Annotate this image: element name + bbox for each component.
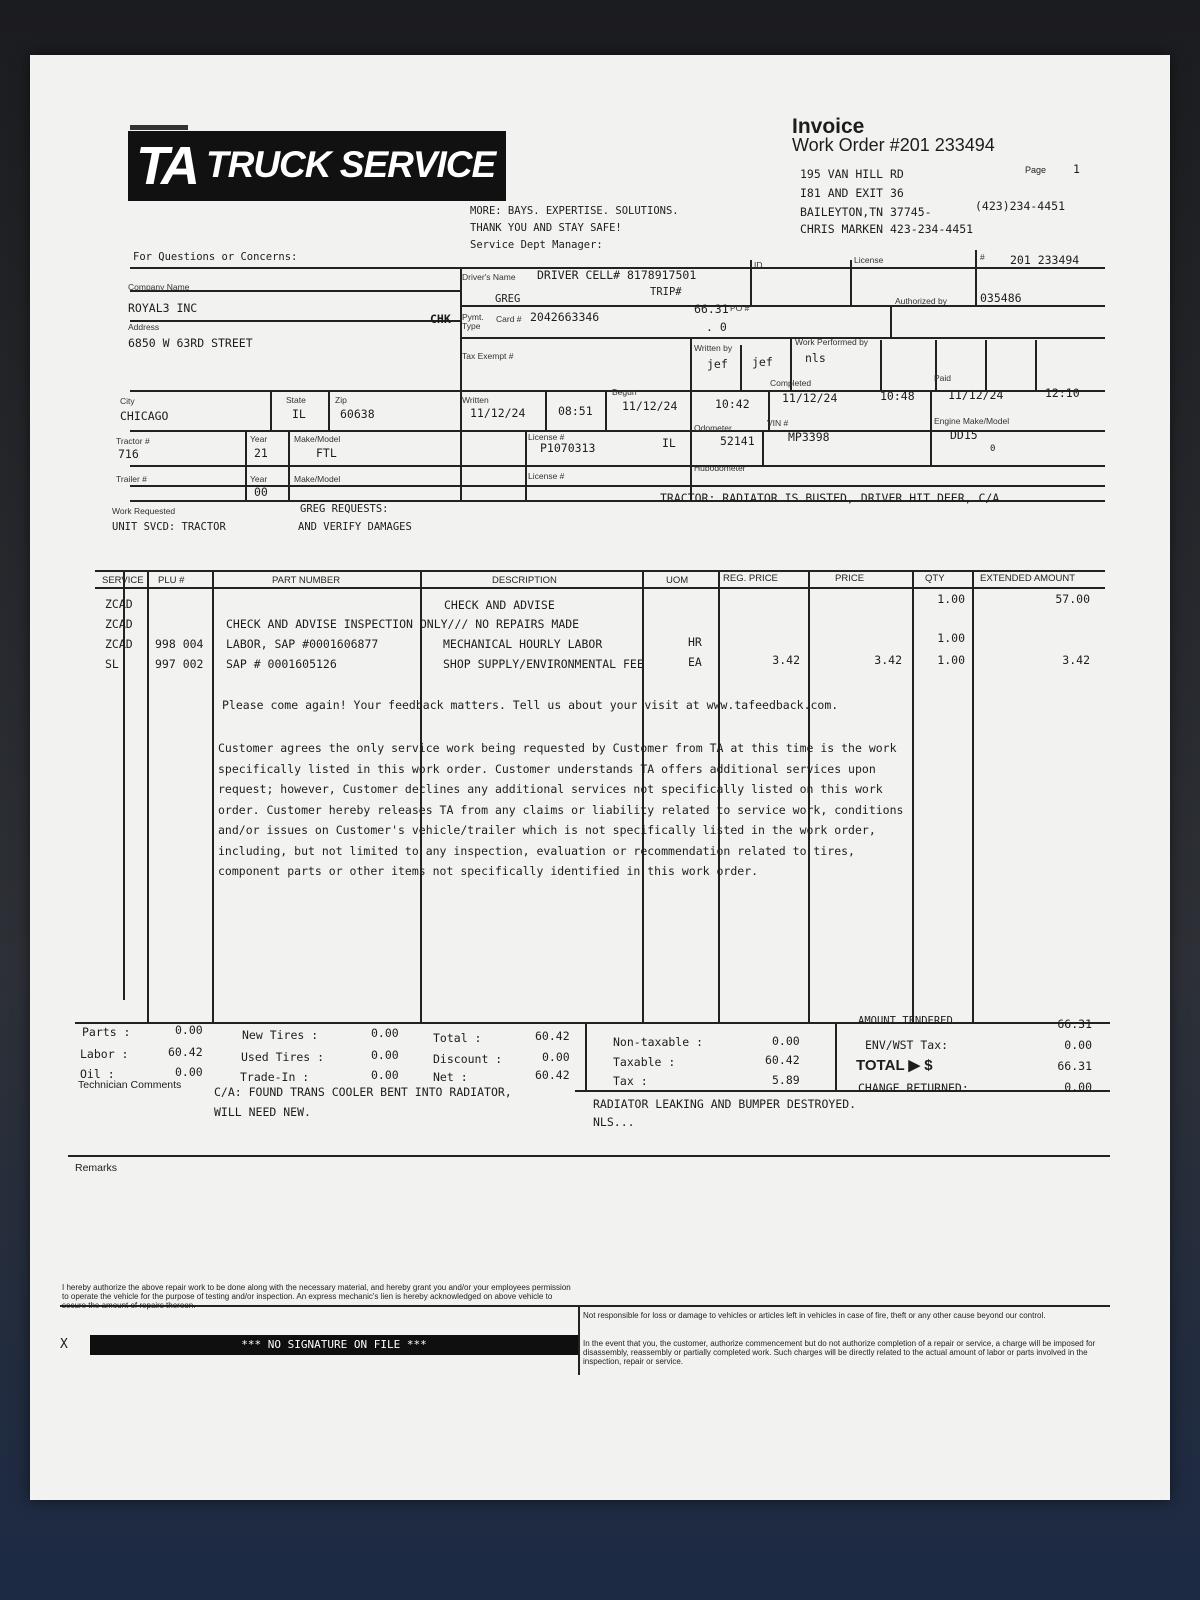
commencement-text: In the event that you, the customer, authorize commencement but do not authorize completion of a repair or service, a charge will be imposed for disassembly, reassembly or partially completed work. Such charges will be directly related to the actual amount of labor or parts involved in the inspection, repair or service. [583, 1339, 1096, 1366]
grid-line [605, 390, 607, 430]
trailer-label: Trailer # [116, 474, 147, 484]
taxable-label: Taxable : [613, 1055, 676, 1069]
card-number: 2042663346 [530, 310, 600, 324]
work-requests-1: GREG REQUESTS: [300, 503, 389, 515]
grid-line [930, 390, 932, 430]
table-line [95, 587, 1105, 589]
vin: MP3398 [788, 430, 830, 444]
paid-label: Paid [934, 373, 952, 383]
doc-title: Invoice [792, 115, 865, 138]
work-requested-label: Work Requested [112, 506, 176, 516]
grid-line [525, 430, 527, 500]
grid-line [690, 337, 692, 500]
complaint: TRACTOR: RADIATOR IS BUSTED, DRIVER HIT DEER, C/A [660, 491, 1000, 505]
comment-line-4: NLS... [593, 1115, 635, 1129]
terms-line: Customer agrees the only service work being requested by Customer from TA at this time is the work [218, 741, 897, 755]
new-tires-label: New Tires : [242, 1028, 319, 1042]
engine-extra: 0 [990, 444, 996, 454]
terms-line: component parts or other items not specifically identified in this work order. [218, 864, 759, 878]
col-price: PRICE [835, 573, 865, 584]
work-order-number: Work Order #201 233494 [792, 135, 995, 155]
total-value: 60.42 [535, 1029, 570, 1043]
feedback-message: Please come again! Your feedback matters. Tell us about your visit at www.tafeedback.com. [222, 698, 839, 712]
tractor-number: 716 [118, 447, 139, 461]
paid-date: 11/12/24 [948, 388, 1004, 402]
terms-line: order. Customer hereby releases TA from any claims or liability related to service work, conditions [218, 802, 904, 817]
written-date: 11/12/24 [470, 406, 526, 420]
engine: DD15 [950, 428, 978, 442]
change-returned-value: 0.00 [1064, 1080, 1092, 1094]
grid-line [985, 340, 987, 390]
tax-label: Tax : [613, 1074, 648, 1088]
amount-tendered: 66.31 [1057, 1017, 1092, 1031]
totals-line [585, 1022, 587, 1092]
parts-label: Parts : [82, 1025, 131, 1039]
table-line [123, 570, 125, 1000]
comment-line-1: C/A: FOUND TRANS COOLER BENT INTO RADIATOR, [214, 1085, 512, 1099]
row-3-plu: 998 004 [155, 637, 204, 651]
authorization-text: I hereby authorize the above repair work to be done along with the necessary material, and hereby grant you and/or your employees permission to operate the vehicle for the purpose of testing and/or inspection. An express mechanic's lien is hereby acknowledged on above vehicle to secure the amount of repairs thereon. [62, 1283, 571, 1310]
number-label: # [980, 252, 985, 262]
grid-line [328, 390, 330, 430]
odometer-label: Odometer [694, 423, 732, 433]
used-tires-value: 0.00 [371, 1048, 399, 1062]
questions-label: For Questions or Concerns: [133, 251, 298, 263]
store-address-1: 195 VAN HILL RD [800, 167, 904, 181]
zip: 60638 [340, 407, 375, 421]
trailer-make-label: Make/Model [294, 474, 341, 484]
logo-mark [130, 125, 188, 130]
year-label: Year [250, 434, 268, 444]
footer-line [578, 1305, 580, 1375]
grid-line [545, 390, 547, 430]
row-3-description: MECHANICAL HOURLY LABOR [443, 637, 603, 651]
terms-block [218, 738, 903, 882]
driver-cell: DRIVER CELL# 8178917501 [537, 268, 697, 282]
row-3-uom: HR [688, 635, 702, 649]
nontaxable-label: Non-taxable : [613, 1035, 704, 1049]
authorized-by-label: Authorized by [895, 296, 947, 306]
written-time: 08:51 [558, 404, 593, 418]
row-1-description: CHECK AND ADVISE [444, 598, 555, 612]
signature-x-mark: X [60, 1337, 68, 1352]
row-3-service: ZCAD [105, 637, 133, 651]
po-label: PO # [730, 303, 750, 313]
discount-value: 0.00 [542, 1050, 570, 1064]
col-qty: QTY [925, 573, 945, 584]
unit-serviced: UNIT SVCD: TRACTOR [112, 521, 226, 533]
grand-total-value: 66.31 [1057, 1059, 1092, 1073]
card-label: Card # [496, 314, 522, 324]
company-logo [128, 131, 506, 201]
nontaxable-value: 0.00 [772, 1034, 800, 1048]
remarks-line [68, 1155, 1110, 1157]
col-service: SERVICE [102, 575, 144, 586]
discount-label: Discount : [433, 1052, 503, 1066]
tagline-2: THANK YOU AND STAY SAFE! [470, 222, 622, 234]
row-4-part: SAP # 0001605126 [226, 657, 337, 671]
remarks-label: Remarks [75, 1162, 118, 1174]
begun-label: Begun [612, 387, 637, 397]
col-reg-price: REG. PRICE [723, 573, 778, 584]
page-label: Page [1025, 165, 1047, 175]
page-number: 1 [1073, 162, 1080, 176]
row-1-extended: 57.00 [1055, 592, 1090, 606]
grid-line [762, 430, 764, 465]
grid-line [130, 320, 460, 322]
completed-time: 10:48 [880, 389, 915, 403]
grid-line [245, 430, 247, 500]
row-3-part: LABOR, SAP #0001606877 [226, 637, 379, 651]
col-description: DESCRIPTION [492, 575, 557, 586]
terms-line: including, but not limited to any inspection, evaluation or recommendation related to tires, [218, 843, 855, 858]
company-name-label: Company Name [128, 282, 190, 292]
id-label: ID [754, 260, 763, 270]
terms-line: specifically listed in this work order. Customer understands TA offers additional services upon [218, 761, 876, 776]
row-4-qty: 1.00 [937, 653, 965, 667]
col-uom: UOM [666, 575, 689, 586]
col-part-number: PART NUMBER [272, 575, 341, 586]
vin-label: VIN # [767, 418, 789, 428]
logo-text: TRUCK SERVICE [206, 144, 496, 185]
grid-line [850, 260, 852, 305]
performed-by-2: nls [805, 351, 826, 365]
row-4-extended: 3.42 [1062, 653, 1090, 667]
row-2-service: ZCAD [105, 617, 133, 631]
table-line [95, 570, 1105, 572]
oil-label: Oil : [80, 1067, 115, 1081]
table-line [212, 570, 214, 1022]
grid-line [130, 485, 1105, 487]
tagline-1: MORE: BAYS. EXPERTISE. SOLUTIONS. [470, 205, 679, 217]
work-order-id: 201 233494 [1010, 253, 1080, 267]
trade-in-value: 0.00 [371, 1068, 399, 1082]
chk-label: CHK [430, 312, 451, 326]
tagline-3: Service Dept Manager: [470, 239, 603, 251]
row-4-description: SHOP SUPPLY/ENVIRONMENTAL FEE [443, 657, 644, 671]
grid-line [930, 430, 932, 465]
grid-line [890, 305, 892, 337]
work-performed-label: Work Performed by [795, 337, 869, 347]
grid-line [750, 260, 752, 305]
row-4-plu: 997 002 [155, 657, 204, 671]
make-label: Make/Model [294, 434, 341, 444]
hubodometer-label: Hubodometer [694, 463, 746, 473]
completed-label: Completed [770, 378, 812, 388]
tax-exempt-label: Tax Exempt # [462, 351, 514, 361]
store-phone: (423)234-4451 [975, 199, 1066, 213]
completed-date: 11/12/24 [782, 391, 838, 405]
new-tires-value: 0.00 [371, 1026, 399, 1040]
trade-in-label: Trade-In : [240, 1070, 310, 1084]
grid-line [975, 250, 977, 305]
grid-line [460, 337, 1105, 339]
written-by: jef [707, 357, 728, 371]
col-extended-amount: EXTENDED AMOUNT [980, 573, 1076, 584]
tractor-year: 21 [254, 446, 268, 460]
city: CHICAGO [120, 409, 169, 423]
state: IL [292, 407, 306, 421]
signature-field: *** NO SIGNATURE ON FILE *** [90, 1335, 578, 1355]
store-address-3: BAILEYTON,TN 37745- [800, 205, 932, 219]
performed-by-1: jef [752, 355, 773, 369]
total-label: Total : [433, 1031, 482, 1045]
row-3-qty: 1.00 [937, 631, 965, 645]
grand-total-label: TOTAL ▶ $ [856, 1057, 933, 1074]
license-plate: P1070313 [540, 441, 596, 455]
table-line [75, 1022, 1110, 1024]
oil-value: 0.00 [175, 1065, 203, 1079]
totals-line [835, 1022, 837, 1092]
logo-ta: TA [136, 136, 196, 196]
customer-address: 6850 W 63RD STREET [128, 336, 253, 350]
invoice-paper [30, 55, 1170, 1500]
trailer-license-label: License # [528, 471, 565, 481]
row-4-reg-price: 3.42 [772, 653, 800, 667]
authorized-by: 035486 [980, 291, 1022, 305]
taxable-value: 60.42 [765, 1053, 800, 1067]
parts-value: 0.00 [175, 1023, 203, 1037]
change-returned-label: CHANGE RETURNED: [858, 1081, 969, 1095]
company-name: ROYAL3 INC [128, 301, 198, 315]
work-requests-2: AND VERIFY DAMAGES [298, 521, 412, 533]
license-number-label: License # [528, 432, 565, 442]
env-tax-label: ENV/WST Tax: [865, 1038, 949, 1052]
city-label: City [120, 396, 135, 406]
row-4-service: SL [105, 657, 119, 671]
driver-name: GREG [495, 293, 521, 305]
address-label: Address [128, 322, 160, 332]
row-4-uom: EA [688, 655, 702, 669]
zip-label: Zip [335, 395, 347, 405]
amount-tendered-label: AMOUNT TENDERED [858, 1015, 953, 1027]
driver-name-label: Driver's Name [462, 272, 516, 282]
trailer-year-label: Year [250, 474, 268, 484]
row-4-price: 3.42 [874, 653, 902, 667]
row-1-service: ZCAD [105, 597, 133, 611]
used-tires-label: Used Tires : [241, 1050, 325, 1064]
tractor-make: FTL [316, 446, 337, 460]
row-2-part: CHECK AND ADVISE INSPECTION ONLY/// NO REPAIRS MADE [226, 617, 580, 631]
payment-amount: 66.31 [694, 302, 729, 316]
state-label: State [286, 395, 306, 405]
net-label: Net : [433, 1070, 468, 1084]
row-1-qty: 1.00 [937, 592, 965, 606]
labor-label: Labor : [80, 1047, 129, 1061]
grid-line [288, 430, 290, 500]
trip-label: TRIP# [650, 286, 682, 298]
grid-line [270, 390, 272, 430]
po-value: . 0 [706, 320, 727, 334]
terms-line: request; however, Customer declines any additional services not specifically listed on this work [218, 782, 883, 796]
comment-line-3: RADIATOR LEAKING AND BUMPER DESTROYED. [593, 1097, 857, 1111]
labor-value: 60.42 [168, 1045, 203, 1059]
env-tax-value: 0.00 [1064, 1038, 1092, 1052]
technician-comments-label: Technician Comments [78, 1079, 182, 1091]
terms-line: and/or issues on Customer's vehicle/trailer which is not specifically listed in the work order, [218, 823, 876, 837]
trailer-year: 00 [254, 485, 268, 499]
grid-line [740, 345, 742, 390]
tax-value: 5.89 [772, 1073, 800, 1087]
net-value: 60.42 [535, 1068, 570, 1082]
col-plu: PLU # [158, 575, 185, 586]
begun-time: 10:42 [715, 397, 750, 411]
grid-line [1035, 340, 1037, 390]
payment-type-label: Pymt. Type [462, 312, 484, 331]
grid-line [880, 340, 882, 390]
written-label: Written [462, 395, 489, 405]
comment-line-2: WILL NEED NEW. [214, 1105, 311, 1119]
table-line [972, 570, 974, 1022]
grid-line [460, 267, 462, 500]
paid-time: 12:10 [1045, 386, 1080, 400]
store-address-2: I81 AND EXIT 36 [800, 186, 904, 200]
written-by-label: Written by [694, 343, 733, 353]
table-line [147, 570, 149, 1022]
not-responsible-text: Not responsible for loss or damage to vehicles or articles left in vehicles in case of fire, theft or any other cause beyond our control. [583, 1311, 1046, 1320]
license-state: IL [662, 436, 676, 450]
engine-label: Engine Make/Model [934, 416, 1010, 426]
license-label: License [854, 255, 884, 265]
grid-line [130, 465, 1105, 467]
grid-line [460, 305, 1105, 307]
manager-line: CHRIS MARKEN 423-234-4451 [800, 222, 974, 236]
begun-date: 11/12/24 [622, 399, 678, 413]
tractor-label: Tractor # [116, 436, 150, 446]
odometer: 52141 [720, 434, 755, 448]
